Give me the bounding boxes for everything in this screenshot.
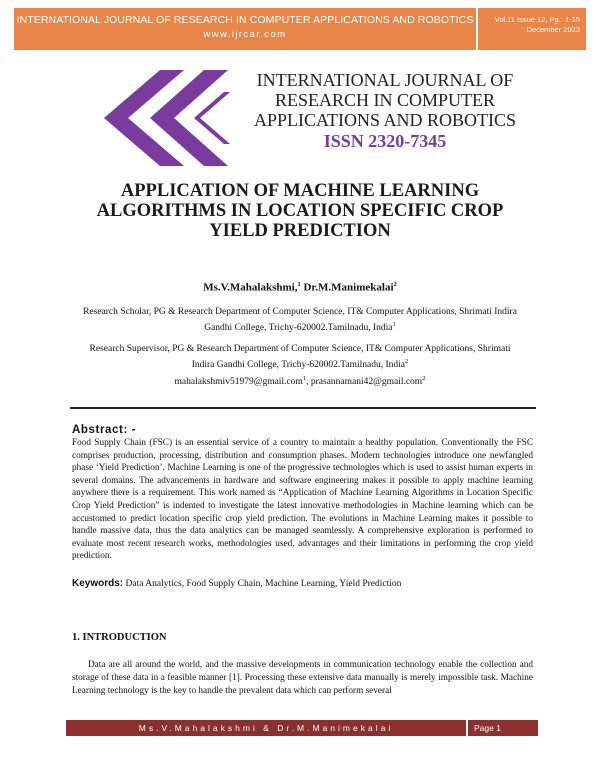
header-issue-block: [478, 8, 586, 50]
keywords-label: Keywords:: [72, 578, 124, 589]
masthead-line-3: APPLICATIONS AND ROBOTICS: [253, 110, 517, 130]
keywords-text: Data Analytics, Food Supply Chain, Machine Learning, Yield Prediction: [123, 579, 402, 589]
masthead-journal-name: [244, 70, 526, 151]
header-journal-name: INTERNATIONAL JOURNAL OF RESEARCH IN COMPUTER APPLICATIONS AND ROBOTICS: [16, 14, 474, 26]
header-journal-block: [14, 8, 476, 50]
journal-logo-icon: [102, 66, 242, 170]
header-volume: Vol.11 Issue 12, Pg.: 1-15: [494, 15, 580, 24]
abstract-heading: Abstract: -: [72, 424, 137, 436]
header-date: December 2023: [526, 25, 580, 34]
affiliation-1-line-2: Gandhi College, Trichy-620002.Tamilnadu, India: [204, 322, 393, 333]
email-1-mark: 1: [302, 375, 307, 382]
footer-authors: Ms.V.Mahalakshmi & Dr.M.Manimekalai: [66, 720, 466, 736]
paper-title: [60, 181, 540, 241]
affiliation-2: [72, 343, 528, 371]
masthead-line-2: RESEARCH IN COMPUTER: [274, 90, 496, 110]
author-list: [60, 281, 540, 294]
email-2-link[interactable]: prasannamani42@gmail.com: [310, 377, 423, 388]
author-1-affil-mark: 1: [297, 281, 301, 288]
author-1: Ms.V.Mahalakshmi,: [203, 281, 298, 294]
email-1-link[interactable]: mahalakshmiv51979@gmail.com: [174, 377, 303, 388]
intro-text: Data are all around the world, and the massive developments in communication technology enable the collection and storage of these data in a feasible manner [1]. Processing these extensive data manually is merely impossible task. Machine Learning technology is the key to handle the prevalent data which can perform several: [72, 660, 533, 696]
page-footer: [66, 720, 538, 736]
email-separator: ,: [306, 377, 311, 388]
author-emails: [60, 375, 540, 387]
header-website-link[interactable]: www.ijrcar.com: [203, 29, 287, 40]
footer-page-number: Page 1: [468, 720, 538, 736]
author-2-affil-mark: 2: [393, 281, 397, 288]
title-line-1: APPLICATION OF MACHINE LEARNING: [120, 181, 480, 201]
author-2: Dr.M.Manimekalai: [300, 281, 394, 294]
title-line-3: YIELD PREDICTION: [209, 221, 391, 241]
affiliation-1-mark: 1: [392, 320, 396, 328]
abstract-text: Food Supply Chain (FSC) is an essential service of a country to maintain a healthy population. Conventionally the FSC comprises production, processing, distribution and consumption phases. Modern technologies introduce one newfangled phase ‘Yield Prediction’. Machine Learning is one of the progressive technologies which is used to assist human experts in several domains. The advancements in hardware and software engineering makes it possible to apply machine learning anywhere there is a requirement. This work named as “Application of Machine Learning Algorithms in Location Specific Crop Yield Prediction” is indented to investigate the latest innovative methodologies in Machine learning which can be accustomed to predict location specific crop yield prediction. The evolutions in Machine Learning makes it possible to handle massive data, thus the data analytics can be managed seamlessly. A comprehensive exploration is performed to evaluate most recent research works, methodologies used, advantages and their limitations in performing the crop yield prediction.: [72, 438, 533, 562]
title-line-2: ALGORITHMS IN LOCATION SPECIFIC CROP: [96, 201, 504, 221]
affiliation-1-line-1: Research Scholar, PG & Research Department of Computer Science, IT& Computer Applications, Shrimati Indira: [83, 307, 517, 317]
affiliation-2-line-1: Research Supervisor, PG & Research Department of Computer Science, IT& Computer Applications, Shrimati: [89, 344, 511, 354]
masthead-issn: ISSN 2320-7345: [323, 131, 447, 151]
intro-heading: 1. INTRODUCTION: [72, 632, 167, 643]
section-divider: [70, 407, 536, 409]
email-2-mark: 2: [422, 375, 426, 382]
keywords-line: [72, 578, 533, 589]
affiliation-1: [72, 306, 528, 334]
affiliation-2-mark: 2: [405, 357, 409, 365]
journal-header-bar: [14, 8, 586, 50]
affiliation-2-line-2: Indira Gandhi College, Trichy-620002.Tamilnadu, India: [191, 359, 406, 370]
masthead-line-1: INTERNATIONAL JOURNAL OF: [256, 70, 514, 90]
